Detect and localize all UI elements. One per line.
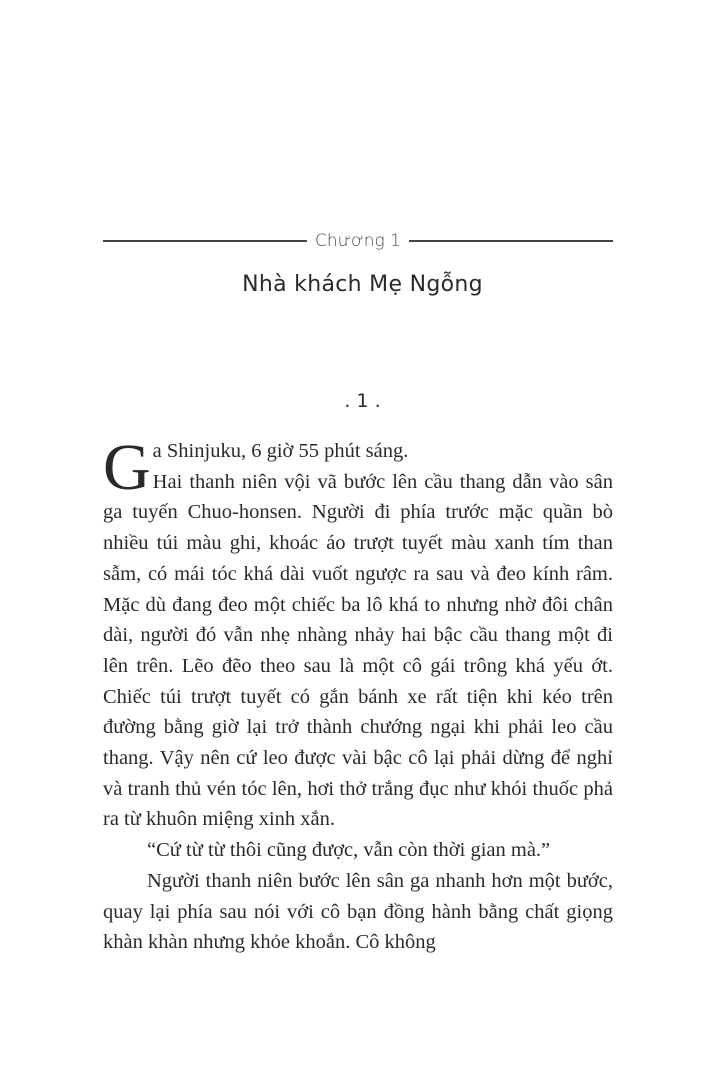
paragraph-opening: [103, 431, 613, 835]
section-number: . 1 .: [344, 390, 381, 412]
paragraph-4: Người thanh niên bước lên sân ga nhanh hơn một bước, quay lại phía sau nói với cô bạn đồng hành bằng chất giọng khàn khàn nhưng khỏe khoắn. Cô không: [103, 869, 613, 954]
opening-line: a Shinjuku, 6 giờ 55 phút sáng.: [152, 440, 409, 462]
paragraph-2: Hai thanh niên vội vã bước lên cầu thang dẫn vào sân ga tuyến Chuo-honsen. Người đi phía trước mặc quần bò nhiều túi màu ghi, khoác áo trượt tuyết màu xanh tím than sẫm, có mái tóc khá dài vuốt ngược ra sau và đeo kính râm. Mặc dù đang đeo một chiếc ba lô khá to nhưng nhờ đôi chân dài, người đó vẫn nhẹ nhàng nhảy hai bậc cầu thang một đi lên trên. Lẽo đẽo theo sau là một cô gái trông khá yếu ớt. Chiếc túi trượt tuyết có gắn bánh xe rất tiện khi kéo trên đường bằng giờ lại trở thành chướng ngại khi phải leo cầu thang. Vậy nên cứ leo được vài bậc cô lại phải dừng để nghỉ và tranh thủ vén tóc lên, hơi thở trắng đục như khói thuốc phả ra từ khuôn miệng xinh xắn.: [103, 470, 613, 831]
chapter-label: Chương 1: [315, 231, 401, 251]
chapter-header: [103, 231, 613, 251]
left-rule: [103, 240, 307, 242]
body-text: [103, 431, 613, 958]
chapter-title: Nhà khách Mẹ Ngỗng: [242, 272, 483, 297]
paragraph-3: “Cứ từ từ thôi cũng được, vẫn còn thời gian mà.”: [147, 839, 551, 862]
drop-cap: G: [103, 431, 151, 504]
right-rule: [409, 240, 613, 242]
